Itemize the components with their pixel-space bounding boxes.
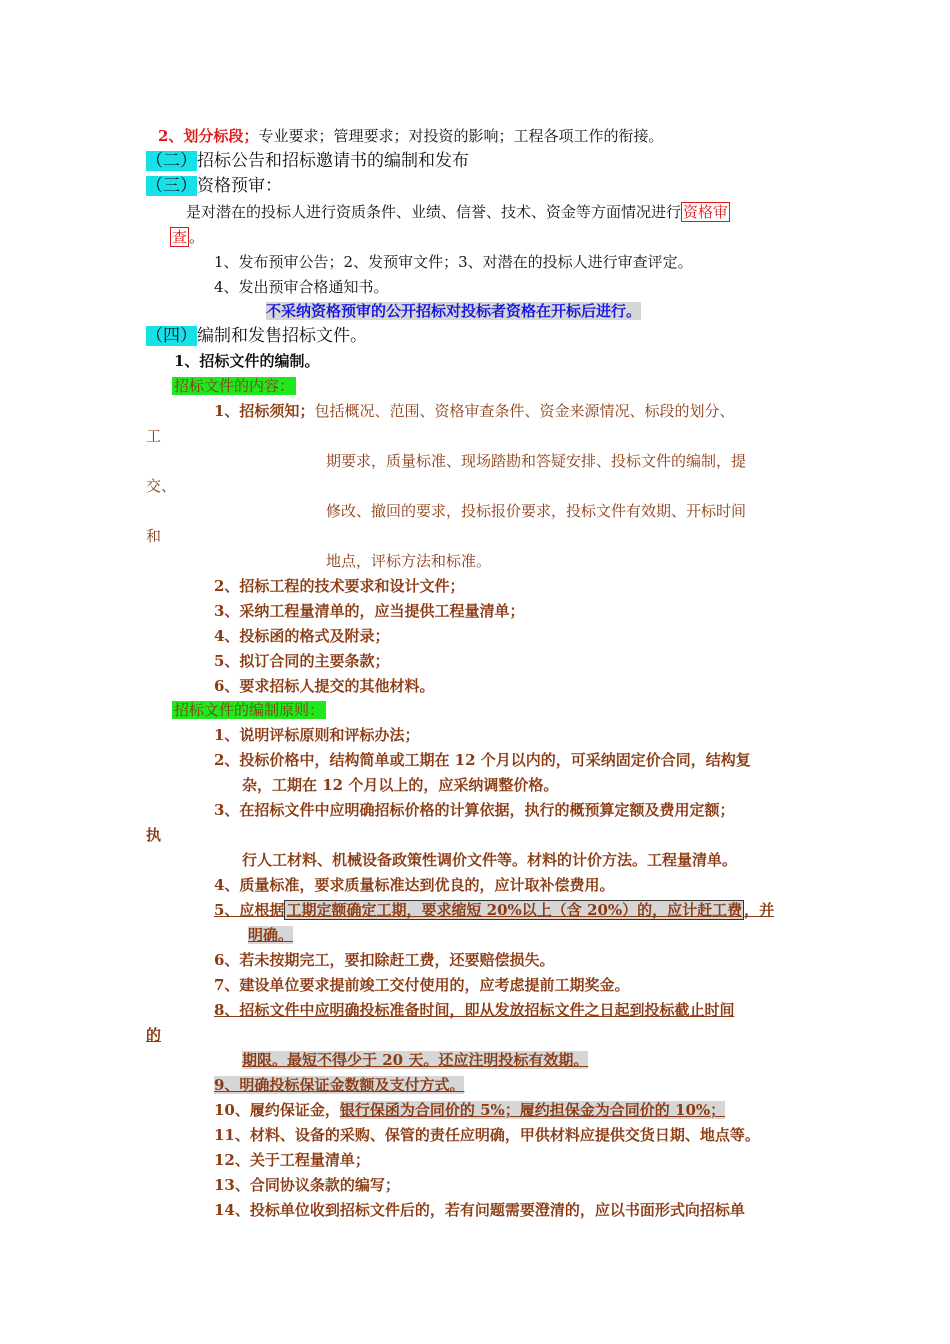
line-divide-sections: 2、划分标段；专业要求；管理要求；对投资的影响；工程各项工作的衔接。 (158, 127, 664, 145)
wrap-char: 和 (146, 527, 162, 545)
principle-5-cont: 明确。 (248, 926, 294, 944)
prequal-definition-cont: 查 。 (172, 228, 205, 246)
label-principles: 招标文件的编制原则： (174, 701, 325, 719)
wrap-char: 工 (146, 427, 162, 445)
principle-11: 11、材料、设备的采购、保管的责任应明确，甲供材料应提供交货日期、地点等。 (214, 1126, 760, 1144)
subheading-compile: 1、招标文件的编制。 (174, 352, 320, 370)
prequal-notice: 4、发出预审合格通知书。 (214, 278, 389, 296)
principle-12: 12、关于工程量清单； (214, 1151, 370, 1169)
principle-8-cont: 期限。最短不得少于 20 天。还应注明投标有效期。 (242, 1051, 589, 1069)
principle-9: 9、明确投标保证金数额及支付方式。 (214, 1076, 465, 1094)
principle-14: 14、投标单位收到招标文件后的，若有问题需要澄清的，应以书面形式向招标单 (214, 1201, 745, 1219)
principle-7: 7、建设单位要求提前竣工交付使用的，应考虑提前工期奖金。 (214, 976, 630, 994)
content-item-1: 1、招标须知；包括概况、范围、资格审查条件、资金来源情况、标段的划分、 (214, 402, 735, 420)
content-item-1-cont: 期要求，质量标准、现场踏勘和答疑安排、投标文件的编制，提 (326, 452, 747, 470)
prequal-note: 不采纳资格预审的公开招标对投标者资格在开标后进行。 (266, 302, 642, 320)
content-item-1-cont: 修改、撤回的要求，投标报价要求，投标文件有效期、开标时间 (326, 502, 747, 520)
content-item-1-cont: 地点，评标方法和标准。 (326, 552, 492, 570)
heading-announcement: （二）招标公告和招标邀请书的编制和发布 (146, 151, 469, 171)
principle-6: 6、若未按期完工，要扣除赶工费，还要赔偿损失。 (214, 951, 555, 969)
heading-tender-docs: （四）编制和发售招标文件。 (146, 326, 367, 346)
content-item-2: 2、招标工程的技术要求和设计文件； (214, 577, 465, 595)
wrap-char: 的 (146, 1026, 162, 1044)
label-contents: 招标文件的内容： (174, 377, 295, 395)
principle-1: 1、说明评标原则和评标办法； (214, 726, 420, 744)
principle-8: 8、招标文件中应明确投标准备时间，即从发放招标文件之日起到投标截止时间 (214, 1001, 735, 1019)
principle-4: 4、质量标准，要求质量标准达到优良的，应计取补偿费用。 (214, 876, 615, 894)
principle-2-cont: 杂，工期在 12 个月以上的，应采纳调整价格。 (242, 776, 559, 794)
prequal-definition: 是对潜在的投标人进行资质条件、业绩、信誉、技术、资金等方面情况进行 资格审 (186, 203, 729, 221)
principle-3: 3、在招标文件中应明确招标价格的计算依据，执行的概预算定额及费用定额； (214, 801, 735, 819)
wrap-char: 交、 (146, 477, 177, 495)
content-item-6: 6、要求招标人提交的其他材料。 (214, 677, 435, 695)
content-item-5: 5、拟订合同的主要条款； (214, 652, 390, 670)
principle-10: 10、履约保证金，银行保函为合同价的 5%；履约担保金为合同价的 10%； (214, 1101, 726, 1119)
content-item-3: 3、采纳工程量清单的，应当提供工程量清单； (214, 602, 525, 620)
principle-2: 2、投标价格中，结构简单或工期在 12 个月以内的，可采纳固定价合同，结构复 (214, 751, 751, 769)
principle-3-cont: 行人工材料、机械设备政策性调价文件等。材料的计价方法。工程量清单。 (242, 851, 738, 869)
prequal-steps: 1、发布预审公告；2、发预审文件；3、对潜在的投标人进行审查评定。 (214, 253, 693, 271)
heading-prequalification: （三）资格预审： (146, 176, 282, 196)
principle-5: 5、应根据 工期定额确定工期，要求缩短 20%以上（含 20%）的，应计赶工费 ，并 (214, 901, 775, 919)
content-item-4: 4、投标函的格式及附录； (214, 627, 390, 645)
principle-13: 13、合同协议条款的编写； (214, 1176, 400, 1194)
wrap-char: 执 (146, 826, 162, 844)
